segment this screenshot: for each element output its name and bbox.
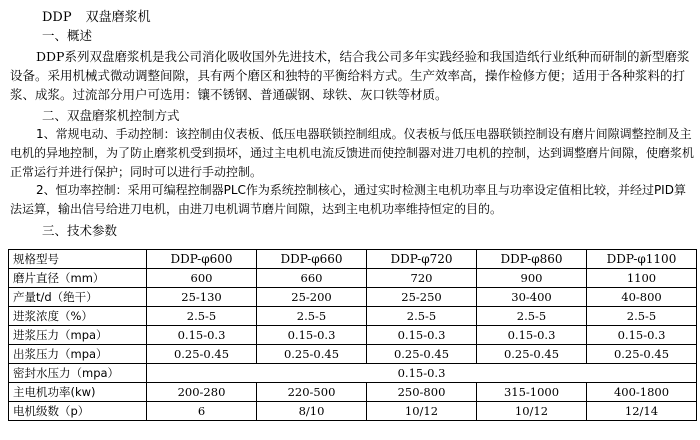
table-cell: 2.5-5	[367, 307, 477, 326]
table-cell: 400-1800	[587, 383, 697, 402]
table-row	[9, 364, 697, 383]
section-heading-control: 二、双盘磨浆机控制方式	[42, 108, 180, 123]
table-cell: 25-200	[257, 288, 367, 307]
header-cell: DDP-φ720	[367, 250, 477, 269]
header-cell: DDP-φ600	[147, 250, 257, 269]
overview-paragraph	[10, 47, 692, 104]
table-cell: 200-280	[147, 383, 257, 402]
row-label: 磨片直径（mm）	[9, 269, 147, 288]
header-cell: DDP-φ860	[477, 250, 587, 269]
model-code: DDP	[42, 10, 72, 25]
table-cell: 25-130	[147, 288, 257, 307]
row-label: 密封水压力（mpa）	[9, 364, 147, 383]
table-cell: 0.15-0.3	[257, 326, 367, 345]
table-row	[9, 383, 697, 402]
table-cell: 660	[257, 269, 367, 288]
table-cell: 40-800	[587, 288, 697, 307]
table-cell: 900	[477, 269, 587, 288]
product-name: 双盘磨浆机	[85, 10, 151, 25]
control-item-2	[10, 181, 694, 219]
table-cell: 0.25-0.45	[147, 345, 257, 364]
document-title	[42, 6, 151, 25]
table-cell: 315-1000	[477, 383, 587, 402]
control-item-2-text: 2、恒功率控制：采用可编程控制器PLC作为系统控制核心，通过实时检测主电机功率且与功率设定值相比较，并经过PID算法运算，输出信号给进刀电机，由进刀电机调节磨片间隙，达到主电机功率维持恒定的目的。	[10, 183, 686, 216]
table-cell: 220-500	[257, 383, 367, 402]
row-label: 进浆浓度（%）	[9, 307, 147, 326]
table-cell: 6	[147, 402, 257, 421]
table-row	[9, 269, 697, 288]
row-label: 电机级数（p）	[9, 402, 147, 421]
table-cell: 2.5-5	[587, 307, 697, 326]
table-row	[9, 288, 697, 307]
table-row	[9, 402, 697, 421]
table-cell: 720	[367, 269, 477, 288]
table-cell: 600	[147, 269, 257, 288]
table-cell: 0.25-0.45	[587, 345, 697, 364]
row-label: 产量t/d（绝干）	[9, 288, 147, 307]
table-cell: 10/12	[367, 402, 477, 421]
row-label: 出浆压力（mpa）	[9, 345, 147, 364]
table-header-row	[9, 250, 697, 269]
table-cell: 0.15-0.3	[477, 326, 587, 345]
table-row	[9, 326, 697, 345]
control-item-1	[10, 125, 694, 182]
table-cell: 1100	[587, 269, 697, 288]
row-label: 主电机功率(kw)	[9, 383, 147, 402]
header-cell: 规格型号	[9, 250, 147, 269]
control-item-1-text: 1、常规电动、手动控制：该控制由仪表板、低压电器联锁控制组成。仪表板与低压电器联锁控制设有磨片间隙调整控制及主电机的异地控制，为了防止磨浆机受到损坏，通过主电机电流反馈进而使控制器对进刀电机的控制，达到调整磨片间隙，使磨浆机正常运行并进行保护；同时可以进行手动控制。	[10, 127, 695, 179]
table-cell: 2.5-5	[477, 307, 587, 326]
table-cell: 25-250	[367, 288, 477, 307]
tech-spec-table	[8, 249, 697, 421]
table-row	[9, 345, 697, 364]
table-cell: 10/12	[477, 402, 587, 421]
table-cell: 30-400	[477, 288, 587, 307]
table-cell: 0.25-0.45	[477, 345, 587, 364]
table-cell-merged: 0.15-0.3	[147, 364, 697, 383]
table-cell: 0.25-0.45	[367, 345, 477, 364]
table-cell: 0.15-0.3	[147, 326, 257, 345]
table-cell: 2.5-5	[147, 307, 257, 326]
row-label: 进浆压力（mpa）	[9, 326, 147, 345]
table-cell: 0.15-0.3	[587, 326, 697, 345]
header-cell: DDP-φ660	[257, 250, 367, 269]
table-cell: 8/10	[257, 402, 367, 421]
table-cell: 0.25-0.45	[257, 345, 367, 364]
table-cell: 12/14	[587, 402, 697, 421]
overview-text: DDP系列双盘磨浆机是我公司消化吸收国外先进技术，结合我公司多年实践经验和我国造纸行业纸种而研制的新型磨浆设备。采用机械式微动调整间隙，具有两个磨区和独特的平衡给料方式。生产效率高，操作检修方便；适用于各种浆料的打浆、成浆。过流部分用户可选用：镶不锈钢、普通碳钢、球铁、灰口铁等材质。	[10, 49, 690, 102]
section-heading-params: 三、技术参数	[42, 223, 118, 238]
table-row	[9, 307, 697, 326]
table-cell: 2.5-5	[257, 307, 367, 326]
table-cell: 0.15-0.3	[367, 326, 477, 345]
section-heading-overview: 一、概述	[42, 28, 93, 43]
header-cell: DDP-φ1100	[587, 250, 697, 269]
table-cell: 250-800	[367, 383, 477, 402]
